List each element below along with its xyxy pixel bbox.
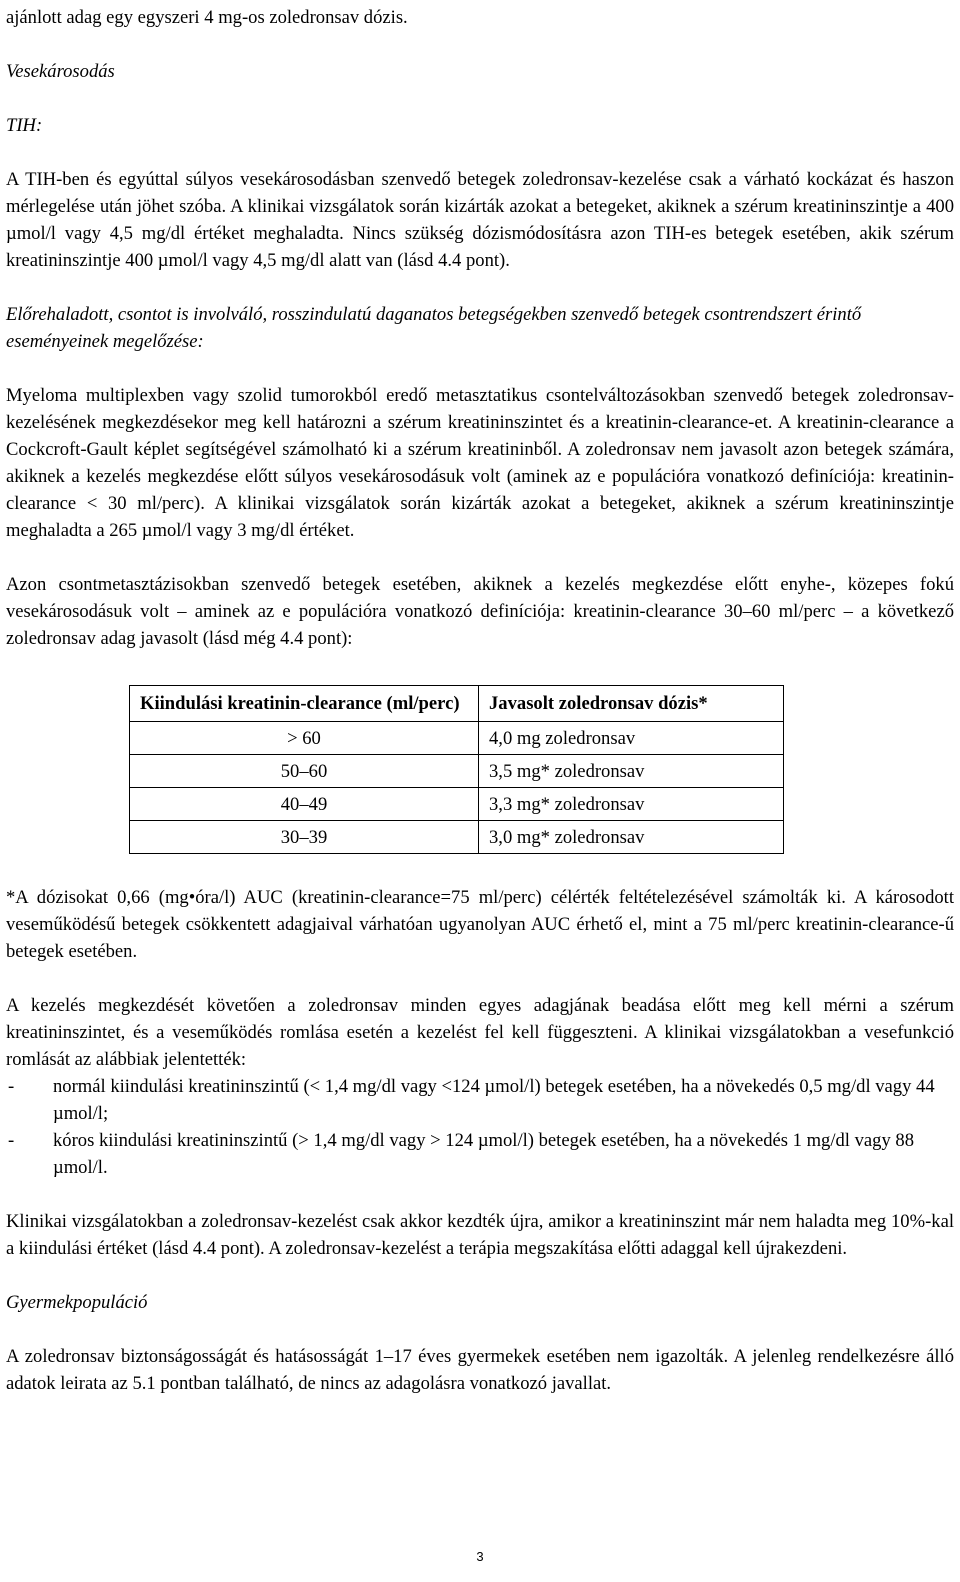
paragraph-restart: Klinikai vizsgálatokban a zoledronsav-kezelést csak akkor kezdték újra, amikor a kreatininszint már nem haladta meg 10%-kal a kiindulási értéket (lásd 4.4 pont). A zoledronsav-kezelést a terápia megszakítása előtti adaggal kell újrakezdeni. xyxy=(6,1211,954,1259)
table-cell-dose: 3,5 mg* zoledronsav xyxy=(479,755,784,788)
heading-pediatric: Gyermekpopuláció xyxy=(6,1292,148,1313)
table-header-dose: Javasolt zoledronsav dózis* xyxy=(479,686,784,722)
list-dash: - xyxy=(8,1130,15,1151)
heading-kidney: Vesekárosodás xyxy=(6,61,115,82)
paragraph-tih: A TIH-ben és egyúttal súlyos vesekárosodásban szenvedő betegek zoledronsav-kezelése csak a várható kockázat és haszon mérlegelése után jöhet szóba. A klinikai vizsgálatok során kizárták azokat a betegeket, akiknek a szérum kreatininszintje a 400 µmol/l vagy 4,5 mg/dl értéket meghaladta. Nincs szükség dózismódosításra azon TIH-es betegek esetében, akik szérum kreatininszintje 400 µmol/l vagy 4,5 mg/dl alatt van (lásd 4.4 pont). xyxy=(6,169,954,271)
paragraph-monitoring: A kezelés megkezdését követően a zoledronsav minden egyes adagjának beadása előtt meg kell mérni a szérum kreatininszintet, és a veseműködés romlása esetén a kezelést fel kell függeszteni. A klinikai vizsgálatokban a vesefunkció romlását az alábbiak jelentették: xyxy=(6,995,954,1070)
list-item xyxy=(6,1127,954,1181)
list-item-text: kóros kiindulási kreatininszintű (> 1,4 mg/dl vagy > 124 µmol/l) betegek esetében, ha a növekedés 1 mg/dl vagy 88 µmol/l. xyxy=(53,1130,914,1178)
page-number: 3 xyxy=(476,1549,484,1564)
paragraph-pediatric: A zoledronsav biztonságosságát és hatásosságát 1–17 éves gyermekek esetében nem igazolták. A jelenleg rendelkezésre álló adatok leirata az 5.1 pontban található, de nincs az adagolásra vonatkozó javallat. xyxy=(6,1346,954,1394)
paragraph-mild-impairment: Azon csontmetasztázisokban szenvedő betegek esetében, akiknek a kezelés megkezdése előtt enyhe-, közepes fokú vesekárosodásuk volt – aminek az e populációra vonatkozó definíciója: kreatinin-clearance 30–60 ml/perc – a következő zoledronsav adag javasolt (lásd még 4.4 pont): xyxy=(6,574,954,649)
heading-tih: TIH: xyxy=(6,115,43,136)
table-row xyxy=(130,821,784,854)
table-header-clearance: Kiindulási kreatinin-clearance (ml/perc) xyxy=(130,686,479,722)
list-dash: - xyxy=(8,1076,15,1097)
list-item xyxy=(6,1073,954,1127)
table-row xyxy=(130,755,784,788)
table-cell-clearance: 30–39 xyxy=(130,821,479,854)
table-row xyxy=(130,788,784,821)
table-header-row xyxy=(130,686,784,722)
table-cell-dose: 4,0 mg zoledronsav xyxy=(479,722,784,755)
table-cell-clearance: > 60 xyxy=(130,722,479,755)
table-row xyxy=(130,722,784,755)
table-cell-clearance: 40–49 xyxy=(130,788,479,821)
paragraph-footnote: *A dózisokat 0,66 (mg•óra/l) AUC (kreatinin-clearance=75 ml/perc) célérték feltételezésével számolták ki. A károsodott veseműködésű betegek csökkentett adagjaival várhatóan ugyanolyan AUC érhető el, mint a 75 ml/perc kreatinin-clearance-ű betegek esetében. xyxy=(6,887,954,962)
heading-advanced: Előrehaladott, csontot is involváló, rosszindulatú daganatos betegségekben szenvedő betegek csontrendszert érintő eseményeinek megelőzése: xyxy=(6,304,862,352)
table-cell-dose: 3,3 mg* zoledronsav xyxy=(479,788,784,821)
paragraph-myeloma: Myeloma multiplexben vagy szolid tumorokból eredő metasztatikus csontelváltozásokban szenvedő betegek zoledronsav-kezelésének megkezdésekor meg kell határozni a szérum kreatininszintet és a kreatinin-clearance-et. A kreatinin-clearance a Cockcroft-Gault képlet segítségével számolható ki a szérum kreatininből. A zoledronsav nem javasolt azon betegek számára, akiknek a kezelés megkezdése előtt súlyos vesekárosodásuk volt (aminek az e populációra vonatkozó definíciója: kreatinin-clearance < 30 ml/perc). A klinikai vizsgálatok során kizárták azokat a betegeket, akiknek a szérum kreatininszintje meghaladta a 265 µmol/l vagy 3 mg/dl értéket. xyxy=(6,385,954,541)
table-cell-clearance: 50–60 xyxy=(130,755,479,788)
dose-table xyxy=(129,685,784,854)
table-cell-dose: 3,0 mg* zoledronsav xyxy=(479,821,784,854)
intro-line: ajánlott adag egy egyszeri 4 mg-os zoledronsav dózis. xyxy=(6,7,408,28)
list-item-text: normál kiindulási kreatininszintű (< 1,4 mg/dl vagy <124 µmol/l) betegek esetében, ha a növekedés 0,5 mg/dl vagy 44 µmol/l; xyxy=(53,1076,935,1124)
document-page xyxy=(6,0,954,1397)
